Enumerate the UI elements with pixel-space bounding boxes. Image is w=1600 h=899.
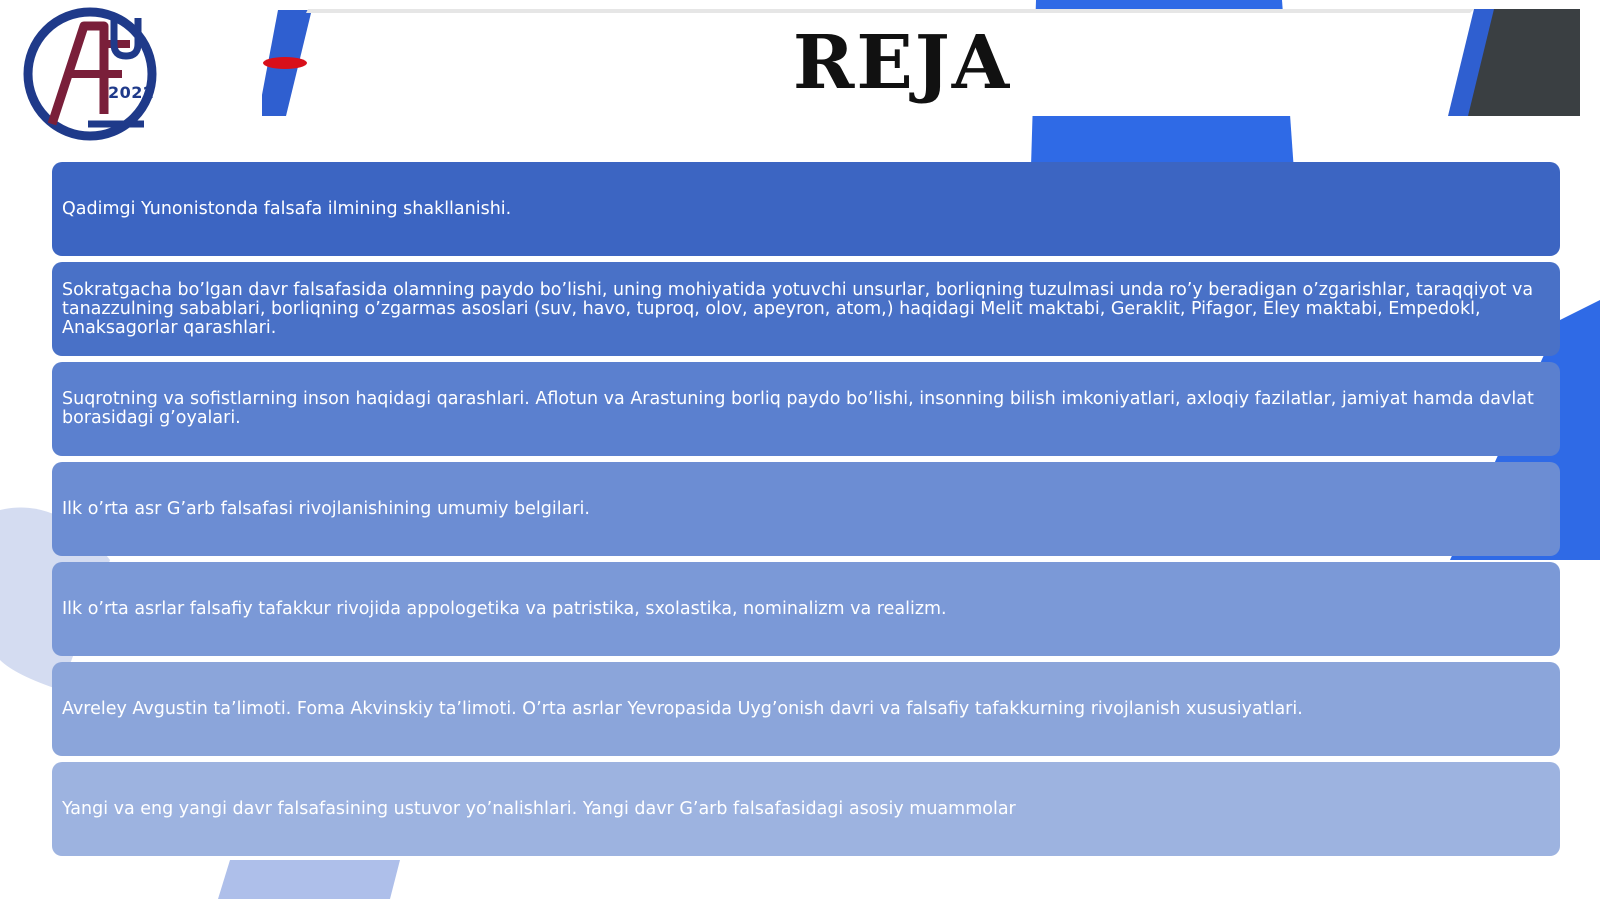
plan-item-text: Sokratgacha bo’lgan davr falsafasida olamning paydo bo’lishi, uning mohiyatida yotuvchi unsurlar, borliqning tuzulmasi unda ro’y beradigan o’zgarishlar, taraqqiyot va tanazzulning sabablari, borliqning o’zgarmas asoslari (suv, havo, tuproq, olov, apeyron, atom,) haqidagi Melit maktabi, Geraklit, Pifagor, Eley maktabi, Empedokl, Anaksagorlar qarashlari. [62, 279, 1534, 338]
plan-item-text: Yangi va eng yangi davr falsafasining ustuvor yo’nalishlari. Yangi davr G’arb falsafasidagi asosiy muammolar [62, 798, 1016, 819]
plan-item-text: Suqrotning va sofistlarning inson haqidagi qarashlari. Aflotun va Arastuning borliq paydo bo’lishi, insonning bilish imkoniyatlari, axloqiy fazilatlar, jamiyat hamda davlat borasidagi g’oyalari. [62, 389, 1534, 428]
plan-item-2 [52, 262, 1560, 356]
plan-item-text: Avreley Avgustin ta’limoti. Foma Akvinskiy ta’limoti. O’rta asrlar Yevropasida Uyg’onish davri va falsafiy tafakkurning rivojlanish xususiyatlari. [62, 698, 1303, 719]
plan-item-4 [52, 462, 1560, 556]
plan-item-6 [52, 662, 1560, 756]
logo-emblem [22, 4, 162, 144]
title-banner [262, 6, 1582, 124]
plan-item-1 [52, 162, 1560, 256]
plan-item-text: Ilk o’rta asr G’arb falsafasi rivojlanishining umumiy belgilari. [62, 498, 590, 519]
logo-year: 2022 [108, 83, 155, 102]
plan-item-text: Qadimgi Yunonistonda falsafa ilmining shakllanishi. [62, 198, 512, 219]
plan-item-7 [52, 762, 1560, 856]
plan-item-5 [52, 562, 1560, 656]
plan-item-text: Ilk o’rta asrlar falsafiy tafakkur rivojida appologetika va patristika, sxolastika, nominalizm va realizm. [62, 598, 947, 619]
university-logo [22, 4, 162, 144]
page-title: REJA [792, 20, 1012, 106]
plan-item-3 [52, 362, 1560, 456]
